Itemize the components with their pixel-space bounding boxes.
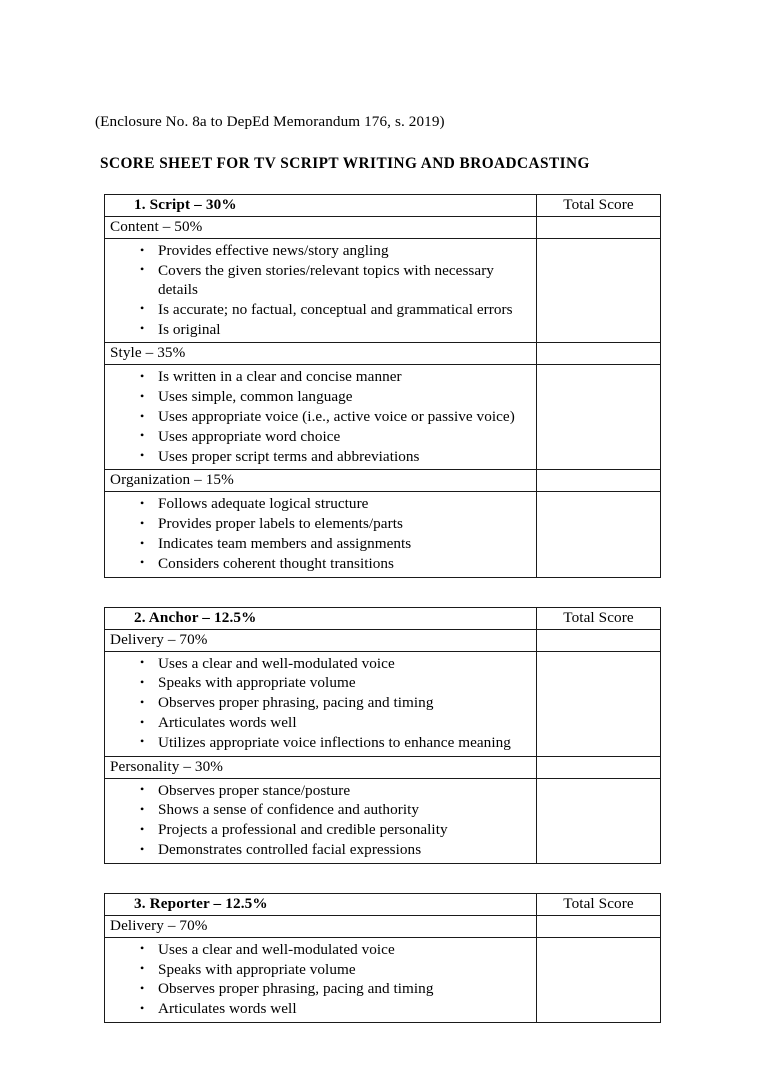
criterion-label-row — [105, 756, 661, 778]
total-score-header: Total Score — [537, 195, 661, 217]
criterion-item-list — [105, 365, 537, 470]
criterion-item: • Demonstrates controlled facial expressions — [110, 840, 530, 859]
criterion-item-list — [105, 937, 537, 1022]
criterion-item-list — [105, 492, 537, 577]
bullet-list — [110, 654, 530, 752]
enclosure-note: (Enclosure No. 8a to DepEd Memorandum 176, s. 2019) — [95, 113, 445, 130]
score-entry-cell[interactable] — [537, 470, 661, 492]
bullet-list — [110, 940, 530, 1019]
criterion-item: • Considers coherent thought transitions — [110, 554, 530, 573]
section-header-row — [105, 893, 661, 915]
criterion-item: • Observes proper phrasing, pacing and timing — [110, 979, 530, 998]
bullet-list — [110, 241, 530, 339]
criterion-item: • Observes proper stance/posture — [110, 781, 530, 800]
criterion-item: • Observes proper phrasing, pacing and timing — [110, 693, 530, 712]
criterion-label: Style – 35% — [105, 343, 537, 365]
section-header-row — [105, 195, 661, 217]
criterion-label: Organization – 15% — [105, 470, 537, 492]
criterion-item-list — [105, 651, 537, 756]
criterion-item: • Uses appropriate word choice — [110, 427, 530, 446]
criterion-item: • Is accurate; no factual, conceptual and grammatical errors — [110, 300, 530, 319]
score-entry-cell[interactable] — [537, 239, 661, 343]
criterion-item: • Shows a sense of confidence and authority — [110, 800, 530, 819]
criterion-items-row — [105, 937, 661, 1022]
criterion-items-row — [105, 492, 661, 577]
criterion-label-row — [105, 343, 661, 365]
score-entry-cell[interactable] — [537, 651, 661, 756]
criterion-item: • Uses proper script terms and abbreviations — [110, 447, 530, 466]
criterion-item: • Articulates words well — [110, 999, 530, 1018]
criterion-item: • Indicates team members and assignments — [110, 534, 530, 553]
page-title: SCORE SHEET FOR TV SCRIPT WRITING AND BROADCASTING — [100, 155, 590, 172]
score-table-anchor — [104, 607, 661, 864]
criterion-item: • Projects a professional and credible personality — [110, 820, 530, 839]
criterion-label-row — [105, 915, 661, 937]
score-entry-cell[interactable] — [537, 778, 661, 863]
criterion-items-row — [105, 239, 661, 343]
criterion-item: • Uses appropriate voice (i.e., active voice or passive voice) — [110, 407, 530, 426]
criterion-item: • Uses simple, common language — [110, 387, 530, 406]
criterion-item: • Provides proper labels to elements/parts — [110, 514, 530, 533]
bullet-list — [110, 367, 530, 465]
score-entry-cell[interactable] — [537, 937, 661, 1022]
score-tables-container — [104, 194, 660, 1023]
criterion-item: • Speaks with appropriate volume — [110, 673, 530, 692]
criterion-item: • Provides effective news/story angling — [110, 241, 530, 260]
criterion-item-list — [105, 239, 537, 343]
criterion-label-row — [105, 470, 661, 492]
section-heading: 3. Reporter – 12.5% — [105, 893, 537, 915]
score-entry-cell[interactable] — [537, 492, 661, 577]
criterion-item: • Speaks with appropriate volume — [110, 960, 530, 979]
criterion-label: Delivery – 70% — [105, 915, 537, 937]
criterion-item: • Follows adequate logical structure — [110, 494, 530, 513]
criterion-label: Delivery – 70% — [105, 629, 537, 651]
score-entry-cell[interactable] — [537, 343, 661, 365]
criterion-item: • Articulates words well — [110, 713, 530, 732]
criterion-label: Personality – 30% — [105, 756, 537, 778]
score-table-script — [104, 194, 661, 578]
criterion-item: • Covers the given stories/relevant topics with necessary details — [110, 261, 530, 300]
criterion-items-row — [105, 651, 661, 756]
score-entry-cell[interactable] — [537, 217, 661, 239]
criterion-items-row — [105, 365, 661, 470]
bullet-list — [110, 781, 530, 860]
section-heading: 2. Anchor – 12.5% — [105, 607, 537, 629]
total-score-header: Total Score — [537, 607, 661, 629]
score-entry-cell[interactable] — [537, 365, 661, 470]
criterion-item: • Uses a clear and well-modulated voice — [110, 940, 530, 959]
score-table-reporter — [104, 893, 661, 1023]
score-entry-cell[interactable] — [537, 915, 661, 937]
criterion-label-row — [105, 629, 661, 651]
bullet-list — [110, 494, 530, 573]
criterion-item: • Uses a clear and well-modulated voice — [110, 654, 530, 673]
criterion-item-list — [105, 778, 537, 863]
section-header-row — [105, 607, 661, 629]
total-score-header: Total Score — [537, 893, 661, 915]
criterion-label: Content – 50% — [105, 217, 537, 239]
criterion-item: • Is written in a clear and concise manner — [110, 367, 530, 386]
score-entry-cell[interactable] — [537, 756, 661, 778]
section-heading: 1. Script – 30% — [105, 195, 537, 217]
criterion-item: • Utilizes appropriate voice inflections to enhance meaning — [110, 733, 530, 752]
criterion-items-row — [105, 778, 661, 863]
criterion-item: • Is original — [110, 320, 530, 339]
criterion-label-row — [105, 217, 661, 239]
score-entry-cell[interactable] — [537, 629, 661, 651]
